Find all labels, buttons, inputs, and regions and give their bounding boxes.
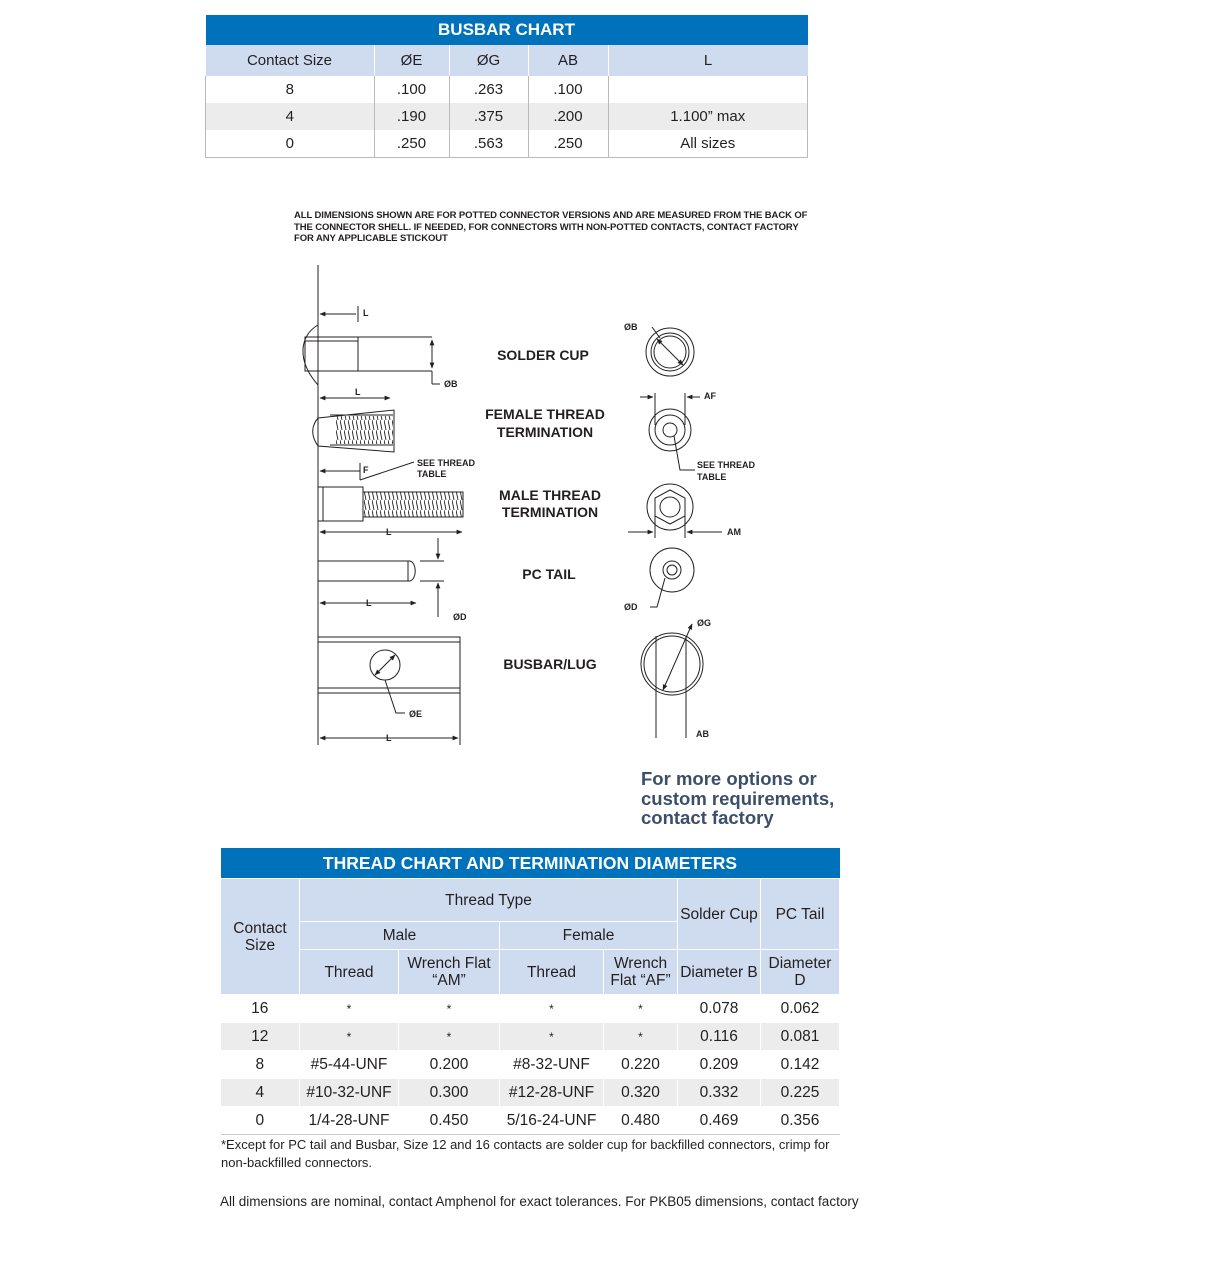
table-cell: .263 <box>449 76 528 103</box>
pc-tail-end-view <box>650 548 694 592</box>
table-cell: 0.220 <box>604 1051 678 1079</box>
table-row <box>221 1023 840 1051</box>
dim-l: L <box>386 733 392 743</box>
dim-l: L <box>366 598 372 608</box>
busbar-end-view <box>641 633 703 695</box>
label-busbar-lug: BUSBAR/LUG <box>503 656 597 672</box>
dim-l: L <box>355 387 361 397</box>
more-line-2: custom requirements, <box>641 787 835 809</box>
busbar-header-ab: AB <box>528 45 608 76</box>
label-male-thread: MALE THREAD <box>499 487 601 503</box>
table-cell: * <box>399 1023 500 1051</box>
table-cell: 16 <box>221 995 300 1023</box>
see-thread-table-2: TABLE <box>697 472 727 482</box>
male-thread-base <box>318 487 363 521</box>
thread-chart-table <box>220 848 840 1135</box>
table-cell: All sizes <box>608 130 808 158</box>
table-cell: 0.200 <box>399 1051 500 1079</box>
table-cell: 1.100” max <box>608 103 808 130</box>
see-thread-table-2: TABLE <box>417 469 447 479</box>
label-solder-cup: SOLDER CUP <box>497 347 589 363</box>
table-cell: 4 <box>221 1079 300 1107</box>
table-cell: 8 <box>206 76 375 103</box>
bottom-note: All dimensions are nominal, contact Amphenol for exact tolerances. For PKB05 dimensions, contact factory <box>220 1194 859 1209</box>
table-cell: 5/16-24-UNF <box>500 1107 604 1135</box>
table-row <box>221 995 840 1023</box>
table-cell: #10-32-UNF <box>300 1079 399 1107</box>
footnote: *Except for PC tail and Busbar, Size 12 and 16 contacts are solder cup for backfilled connectors, crimp for non-backfilled connectors. <box>221 1137 830 1170</box>
table-cell: .250 <box>528 130 608 158</box>
more-options-callout <box>641 769 834 828</box>
busbar-header-contact-size: Contact Size <box>206 45 375 76</box>
busbar-header-e: ØE <box>374 45 449 76</box>
label-pc-tail: PC TAIL <box>522 566 576 582</box>
see-thread-table-1: SEE THREAD <box>697 460 756 470</box>
dim-am: AM <box>727 527 741 537</box>
dim-f: F <box>363 465 369 475</box>
table-cell: .190 <box>374 103 449 130</box>
table-cell: 0.469 <box>678 1107 761 1135</box>
label-male-termination: TERMINATION <box>501 504 599 520</box>
table-cell: 0.209 <box>678 1051 761 1079</box>
table-cell: 0.062 <box>761 995 840 1023</box>
thread-chart-title: THREAD CHART AND TERMINATION DIAMETERS <box>221 848 840 879</box>
table-cell: 0.142 <box>761 1051 840 1079</box>
header-thread-type: Thread Type <box>300 879 678 922</box>
table-cell: .100 <box>528 76 608 103</box>
header-diameter-d: Diameter D <box>761 950 840 995</box>
header-male-thread: Thread <box>300 950 399 995</box>
header-solder-cup: Solder Cup <box>678 879 761 950</box>
dim-ab: AB <box>696 729 709 739</box>
table-cell: 1/4-28-UNF <box>300 1107 399 1135</box>
table-cell: 0.480 <box>604 1107 678 1135</box>
more-line-1: For more options or <box>641 768 817 789</box>
more-line-3: contact factory <box>641 807 774 828</box>
header-female-thread: Thread <box>500 950 604 995</box>
table-cell: 0.081 <box>761 1023 840 1051</box>
table-cell: 4 <box>206 103 375 130</box>
see-thread-table-1: SEE THREAD <box>417 458 476 468</box>
dimension-note: ALL DIMENSIONS SHOWN ARE FOR POTTED CONNECTOR VERSIONS AND ARE MEASURED FROM THE BACK OF THE CONNECTOR SHELL. IF NEEDED, FOR CONNECTORS WITH NON-POTTED CONTACTS, CONTACT FACTORY FOR ANY APPLICABLE STICKOUT <box>294 210 808 244</box>
solder-cup-body <box>305 337 358 371</box>
label-female-termination: TERMINATION <box>496 424 594 440</box>
table-cell: 0 <box>221 1107 300 1135</box>
dim-e: ØE <box>409 709 423 719</box>
table-cell: .375 <box>449 103 528 130</box>
table-cell: 0.332 <box>678 1079 761 1107</box>
dim-l: L <box>363 308 369 318</box>
table-cell: 8 <box>221 1051 300 1079</box>
busbar-chart-title: BUSBAR CHART <box>206 15 808 45</box>
table-cell: * <box>300 995 399 1023</box>
dim-b: ØB <box>444 379 458 389</box>
table-cell: 0.450 <box>399 1107 500 1135</box>
dim-g: ØG <box>697 618 712 628</box>
header-wrench-flat-am: Wrench Flat “AM” <box>399 950 500 995</box>
table-cell: .250 <box>374 130 449 158</box>
label-female-thread: FEMALE THREAD <box>485 406 605 422</box>
table-cell: 0.356 <box>761 1107 840 1135</box>
header-female: Female <box>500 922 678 950</box>
table-cell: .200 <box>528 103 608 130</box>
dim-d-end: ØD <box>624 602 638 612</box>
table-cell: 0.300 <box>399 1079 500 1107</box>
header-male: Male <box>300 922 500 950</box>
table-cell: 0.225 <box>761 1079 840 1107</box>
dim-d: ØD <box>453 612 467 622</box>
table-row <box>221 1079 840 1107</box>
table-cell: * <box>399 995 500 1023</box>
pc-tail-body <box>318 561 415 581</box>
table-cell: #8-32-UNF <box>500 1051 604 1079</box>
male-end-view <box>647 484 693 530</box>
dim-l: L <box>386 527 392 537</box>
header-contact-size: Contact Size <box>221 879 300 995</box>
header-wrench-flat-af: Wrench Flat “AF” <box>604 950 678 995</box>
busbar-header-l: L <box>608 45 808 76</box>
table-cell: 0.320 <box>604 1079 678 1107</box>
table-cell: * <box>500 995 604 1023</box>
busbar-body <box>318 637 460 693</box>
table-cell: #12-28-UNF <box>500 1079 604 1107</box>
table-cell: .563 <box>449 130 528 158</box>
dim-af: AF <box>704 391 716 401</box>
table-cell: * <box>300 1023 399 1051</box>
table-cell: * <box>500 1023 604 1051</box>
table-cell: 0.116 <box>678 1023 761 1051</box>
table-cell: * <box>604 995 678 1023</box>
table-cell: .100 <box>374 76 449 103</box>
table-cell: 12 <box>221 1023 300 1051</box>
table-cell: #5-44-UNF <box>300 1051 399 1079</box>
table-cell: * <box>604 1023 678 1051</box>
table-row <box>221 1107 840 1135</box>
table-cell: 0 <box>206 130 375 158</box>
table-cell: 0.078 <box>678 995 761 1023</box>
header-pc-tail: PC Tail <box>761 879 840 950</box>
male-thread-stud <box>363 492 463 517</box>
header-diameter-b: Diameter B <box>678 950 761 995</box>
table-row <box>221 1051 840 1079</box>
busbar-header-g: ØG <box>449 45 528 76</box>
dim-b-end: ØB <box>624 322 638 332</box>
